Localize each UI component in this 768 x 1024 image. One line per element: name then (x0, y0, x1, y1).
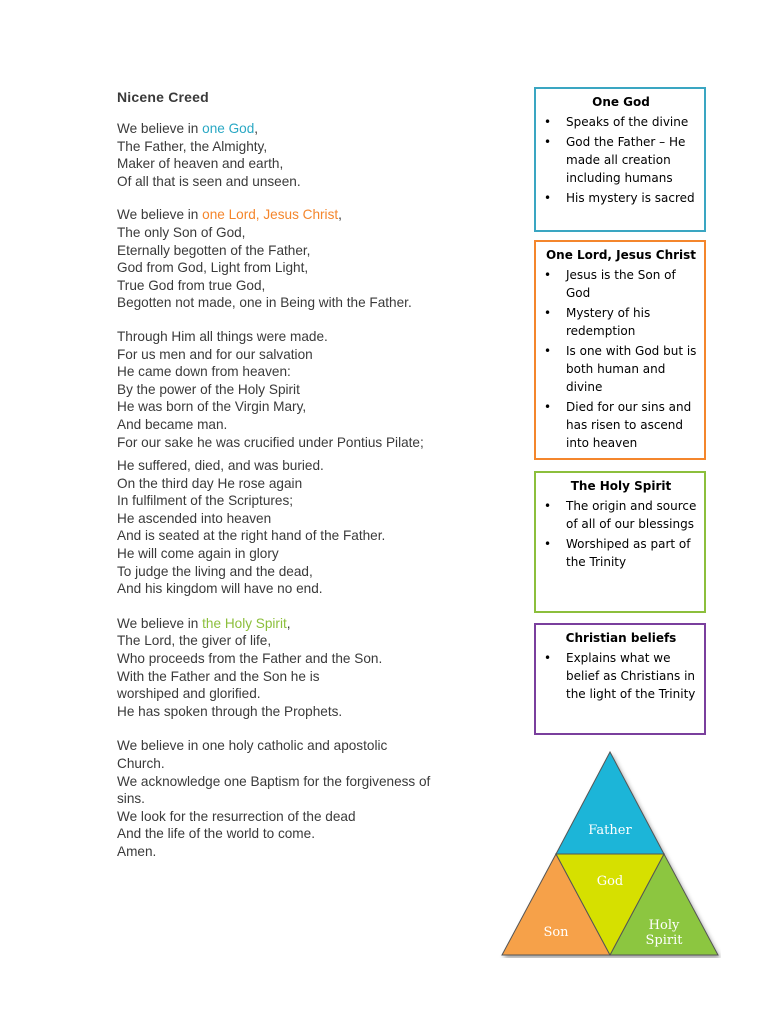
stanza-one-god (117, 120, 497, 190)
creed-line: Who proceeds from the Father and the Son. (117, 651, 383, 667)
creed-line (117, 120, 497, 138)
creed-line: We look for the resurrection of the dead (117, 808, 356, 824)
jesus-christ-box (534, 240, 706, 460)
holy-label: Holy (648, 918, 680, 933)
box-title: One God (592, 95, 650, 109)
creed-line: Eternally begotten of the Father, (117, 242, 311, 258)
stanza-incarnation (117, 328, 497, 451)
bullet-item: • Jesus is the Son of God (544, 266, 698, 302)
creed-line: worshiped and glorified. (117, 686, 261, 702)
nicene-creed (117, 88, 497, 861)
christian-beliefs-box (534, 623, 706, 735)
holy-spirit-box (534, 471, 706, 613)
creed-line: Amen. (117, 843, 157, 859)
creed-line: He suffered, died, and was buried. (117, 458, 324, 474)
line-text: , (254, 121, 259, 136)
bullet-item: • Speaks of the divine (544, 113, 698, 131)
line-text: We believe in (117, 207, 203, 223)
creed-line: By the power of the Holy Spirit (117, 381, 300, 397)
bullet-list (544, 649, 698, 703)
creed-line: We acknowledge one Baptism for the forgiveness of (117, 773, 431, 789)
line-text: , (338, 207, 342, 223)
creed-line: For our sake he was crucified under Pontius Pilate; (117, 434, 424, 450)
line-text: We believe in (117, 615, 203, 631)
creed-line: With the Father and the Son he is (117, 668, 320, 684)
spirit-label: Spirit (645, 933, 683, 948)
creed-line: In fulfilment of the Scriptures; (117, 493, 294, 509)
creed-line: sins. (117, 791, 145, 807)
creed-line: He ascended into heaven (117, 510, 272, 526)
box-title: Christian beliefs (565, 631, 677, 645)
stanza-church (117, 737, 497, 860)
bullet-item: • The origin and source of all of our blessings (544, 497, 698, 533)
highlight-jesus: one Lord, Jesus Christ (202, 207, 339, 223)
stanza-holy-spirit (117, 615, 497, 721)
trinity-diagram (499, 748, 721, 958)
creed-line: To judge the living and the dead, (117, 563, 313, 579)
bullet-item: • Died for our sins and has risen to ascend into heaven (544, 398, 698, 452)
son-label: Son (543, 925, 569, 940)
creed-line: And is seated at the right hand of the Father. (117, 528, 386, 544)
line-text: We believe in (117, 121, 203, 136)
creed-line (117, 206, 497, 224)
bullet-item: • God the Father – He made all creation including humans (544, 133, 698, 187)
creed-line (117, 615, 497, 633)
god-label: God (596, 874, 624, 889)
bullet-item: • Explains what we belief as Christians in the light of the Trinity (544, 649, 698, 703)
creed-line: The only Son of God, (117, 224, 246, 240)
creed-line: The Lord, the giver of life, (117, 633, 272, 649)
bullet-item: • Is one with God but is both human and divine (544, 342, 698, 396)
creed-line: He has spoken through the Prophets. (117, 703, 343, 719)
creed-line: Church. (117, 756, 165, 771)
line-text: , (286, 615, 291, 631)
creed-line: He came down from heaven: (117, 364, 291, 380)
bullet-item: • Worshiped as part of the Trinity (544, 535, 698, 571)
bullet-list (544, 497, 698, 571)
stanza-resurrection (117, 457, 497, 598)
father-triangle (556, 752, 664, 854)
creed-line: Maker of heaven and earth, (117, 156, 284, 172)
father-label: Father (588, 823, 632, 838)
creed-line: We believe in one holy catholic and apostolic (117, 738, 388, 754)
bullet-item: • His mystery is sacred (544, 189, 698, 207)
creed-line: On the third day He rose again (117, 475, 303, 491)
bullet-item: • Mystery of his redemption (544, 304, 698, 340)
box-title: The Holy Spirit (570, 479, 672, 493)
creed-line: He was born of the Virgin Mary, (117, 399, 307, 415)
bullet-list (544, 113, 698, 207)
creed-line: For us men and for our salvation (117, 346, 313, 362)
creed-line: Begotten not made, one in Being with the Father. (117, 295, 412, 311)
bullet-list (544, 266, 698, 452)
highlight-one-god: one God (202, 121, 255, 136)
creed-line: True God from true God, (117, 277, 266, 293)
creed-line: Of all that is seen and unseen. (117, 173, 301, 189)
creed-title: Nicene Creed (117, 89, 209, 105)
box-title: One Lord, Jesus Christ (545, 248, 697, 262)
highlight-holy-spirit: the Holy Spirit (202, 615, 287, 631)
creed-line: He will come again in glory (117, 546, 279, 562)
creed-line: The Father, the Almighty, (117, 138, 268, 154)
creed-line: And became man. (117, 416, 228, 432)
creed-line: And his kingdom will have no end. (117, 581, 323, 597)
creed-line: God from God, Light from Light, (117, 260, 309, 276)
creed-line: Through Him all things were made. (117, 328, 328, 344)
one-god-box (534, 87, 706, 232)
stanza-jesus (117, 206, 497, 312)
creed-line: And the life of the world to come. (117, 826, 315, 842)
